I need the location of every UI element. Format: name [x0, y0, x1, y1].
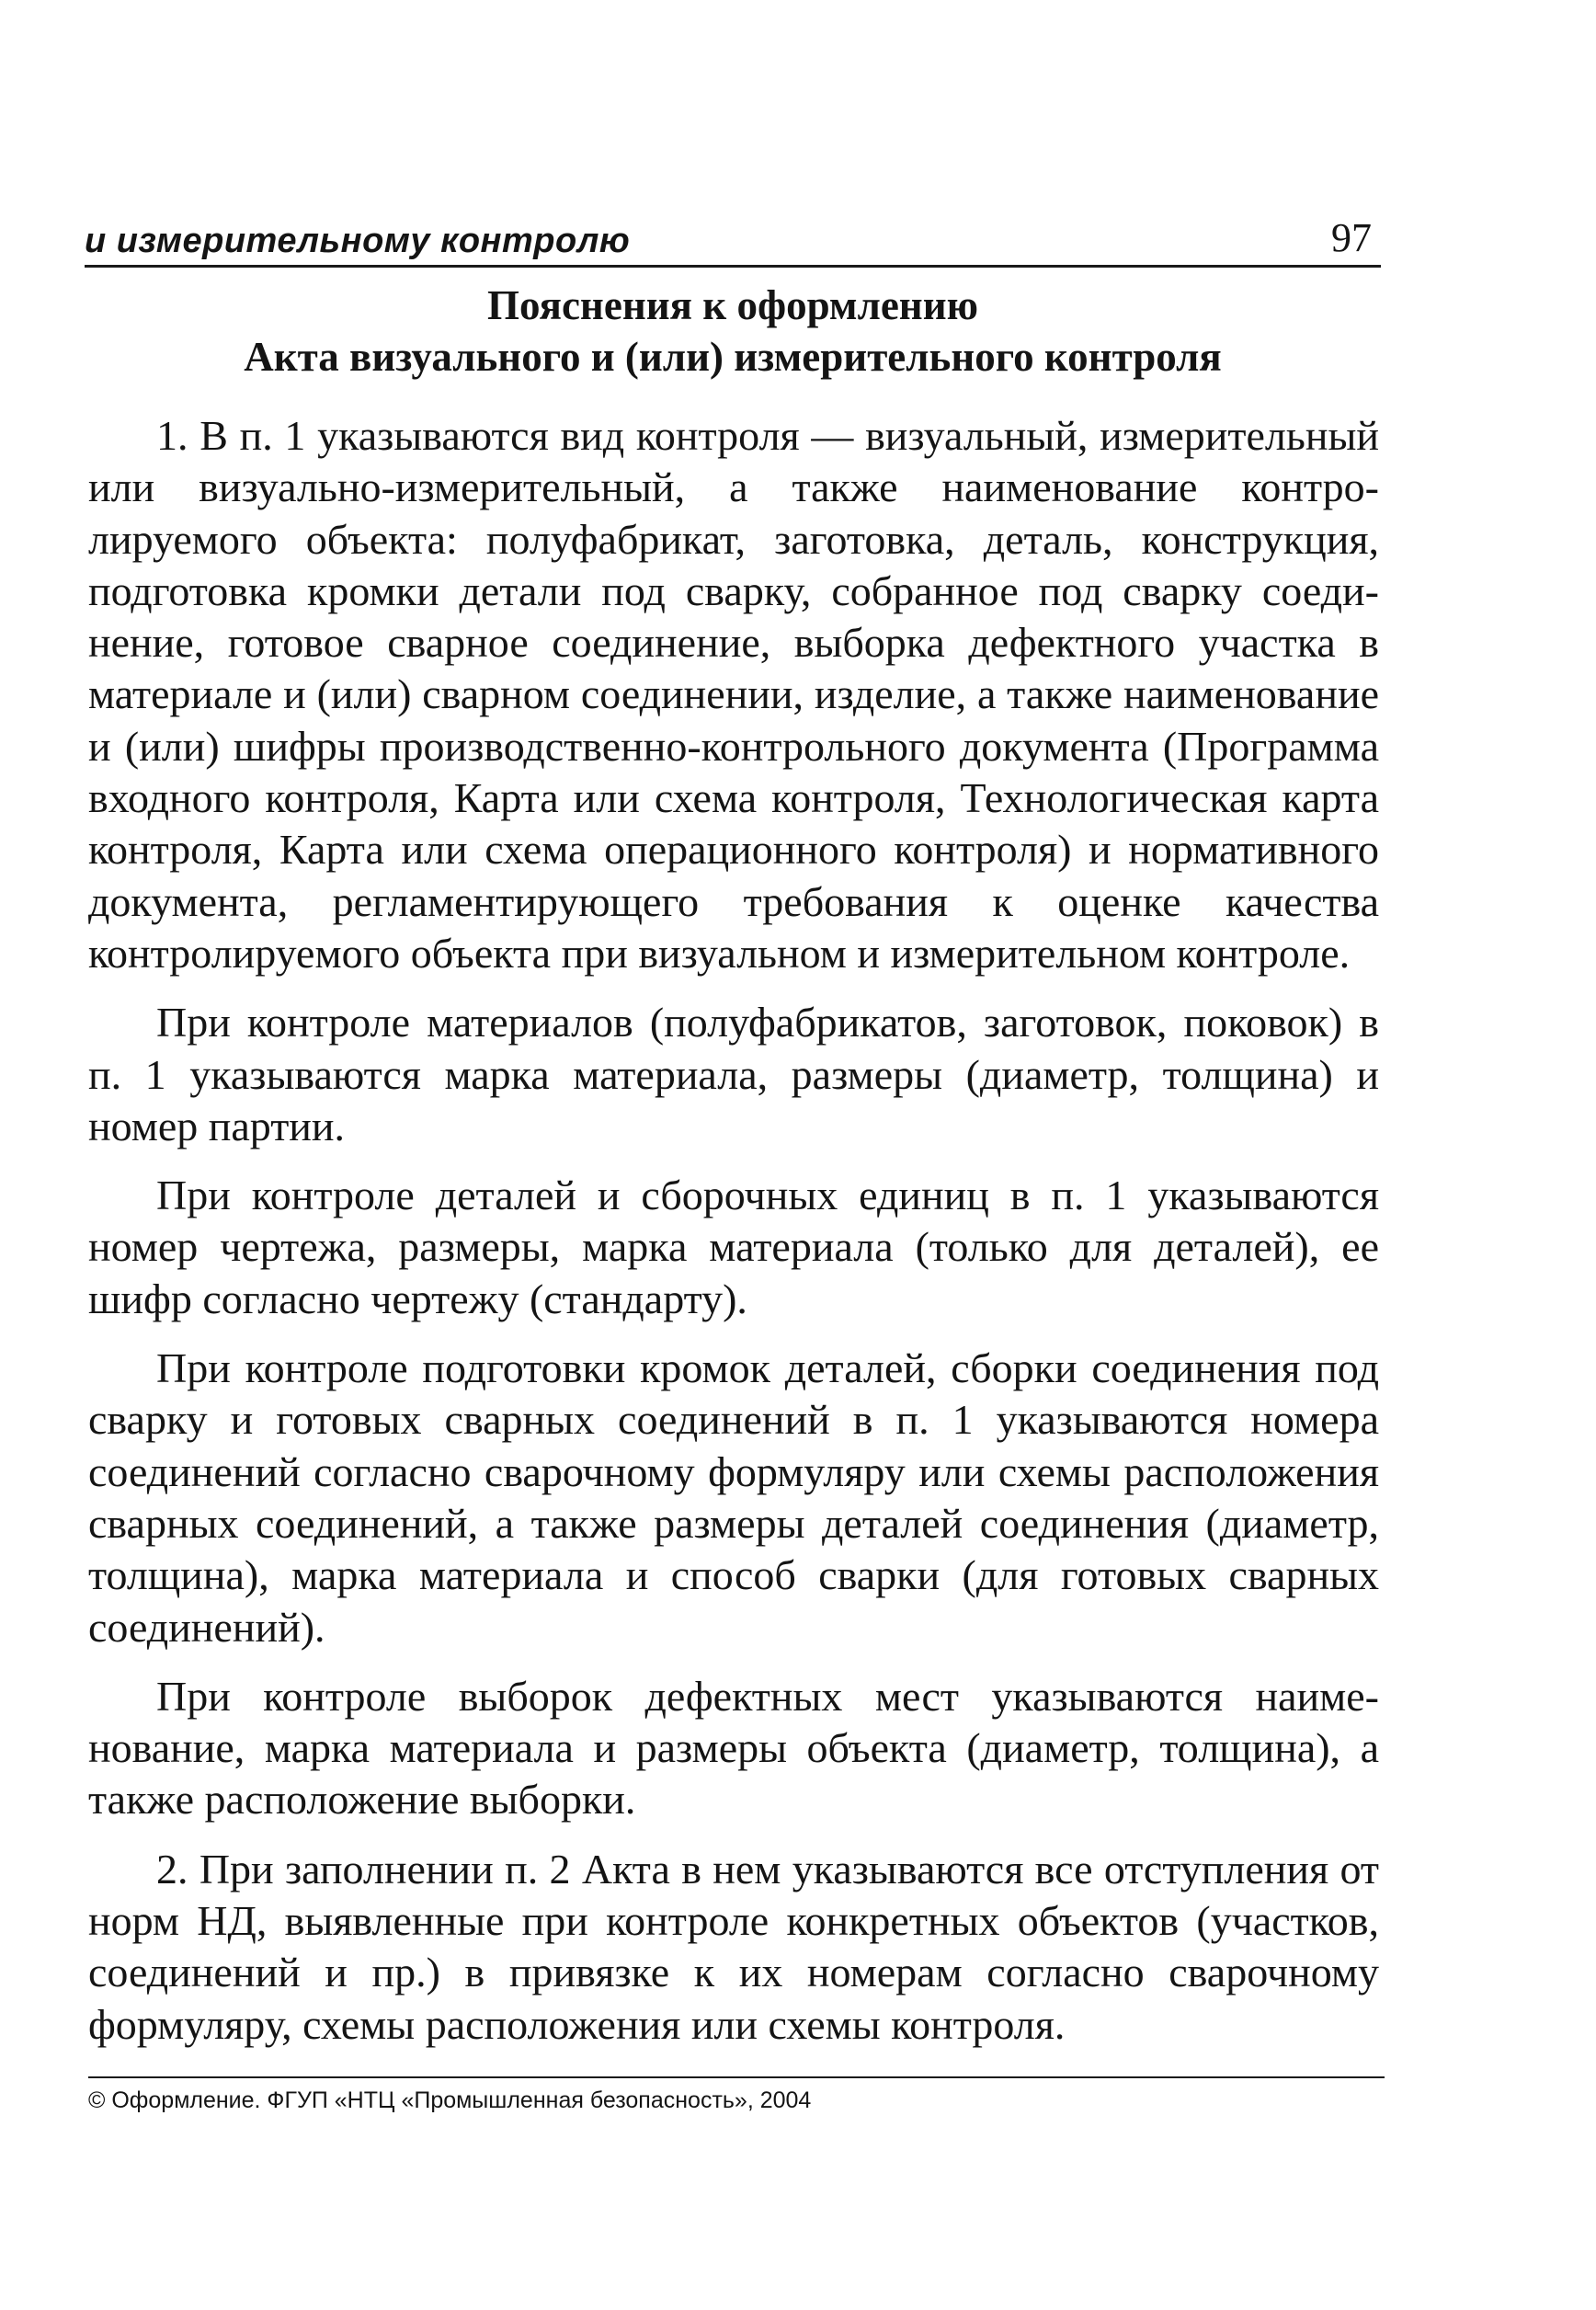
paragraph-5: При контроле выборок дефектных мест указываются наименование, марка материала и размеры объекта (диаметр, толщина), а также расположение выборки. [88, 1672, 1379, 1824]
paragraph-2: При контроле материалов (полуфабрикатов, заготовок, поковок) в п. 1 указываются марка материала, размеры (диаметр, толщина) и номер партии. [88, 999, 1379, 1149]
paragraph-3: При контроле деталей и сборочных единиц в п. 1 указываются номер чертежа, размеры, марка материала (только для деталей), ее шифр согласно чертежу (стандарту). [88, 1172, 1379, 1322]
copyright-footer: © Оформление. ФГУП «НТЦ «Промышленная безопасность», 2004 [88, 2076, 1385, 2114]
running-header [85, 208, 1381, 268]
section-title-line-2: Акта визуального и (или) измерительного контроля [244, 334, 1222, 380]
body-text [88, 410, 1379, 2068]
paragraph-6: 2. При заполнении п. 2 Акта в нем указываются все отступления от норм НД, выявленные при контроле конкретных объектов (участков, соединений и пр.) в привязке к их номерам согласно сварочному формуляру, схемы расположения или схемы контроля. [88, 1845, 1379, 2048]
section-title-line-1: Пояснения к оформлению [486, 282, 979, 328]
running-title: и измерительному контролю [85, 222, 631, 260]
page-number: 97 [1331, 215, 1372, 260]
paragraph-1: 1. В п. 1 указываются вид контроля — визуальный, измерительный или визуально-измерительный, а также наименование контролируемого объекта: полуфабрикат, заготовка, деталь, конструкция, подготовка кромки детали под сварку, собранное под сварку соединение, готовое сварное соединение, выборка дефектного участка в материале и (или) сварном соединении, изделие, а также наименование и (или) шифры производственно-контрольного документа (Программа входного контроля, Карта или схема контроля, Технологическая карта контроля, Карта или схема операционного контроля) и нормативного документа, регламентирующего требования к оценке качества контролируемого объекта при визуальном и измерительном контроле. [88, 412, 1379, 977]
paragraph-4: При контроле подготовки кромок деталей, сборки соединения под сварку и готовых сварных соединений в п. 1 указываются номера соединений согласно сварочному формуляру или схемы расположения сварных соединений, а также размеры деталей соединения (диаметр, толщина), марка материала и способ сварки (для готовых сварных соединений). [88, 1344, 1379, 1651]
